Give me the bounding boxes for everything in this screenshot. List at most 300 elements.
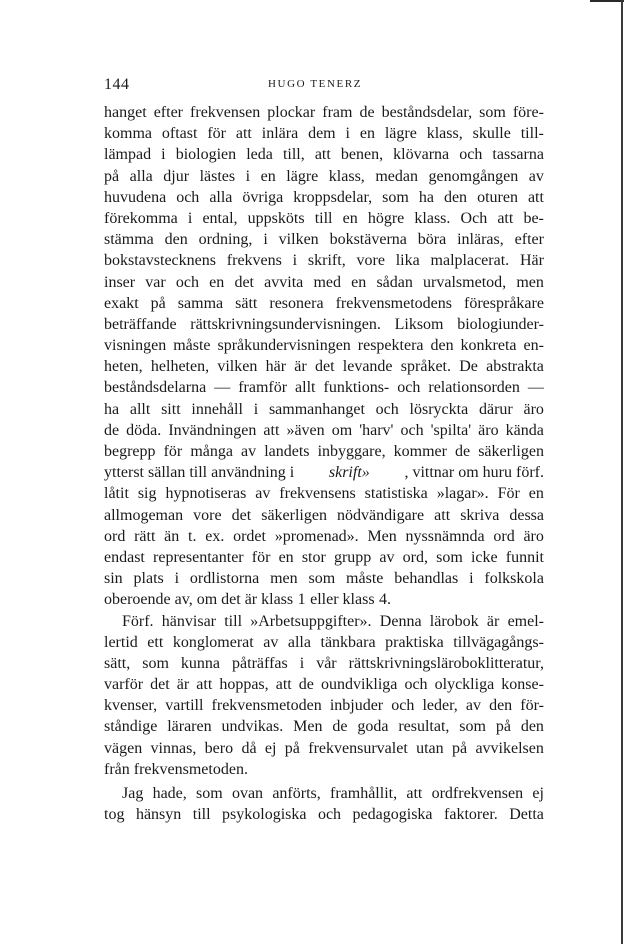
word: konglomerat [172,633,254,651]
word: Och [460,209,488,227]
word: med [313,273,341,291]
word: en [260,167,276,185]
word: de [359,104,375,121]
word: än [164,527,180,545]
word: Förf. [122,612,154,630]
word: här [265,358,287,376]
word: de [298,676,314,694]
word: att [314,146,331,164]
text-line [104,611,544,632]
word: nödvändigare [337,506,425,524]
word: ståndige [104,718,158,736]
word: klövarna [393,146,450,164]
word: lösryckta [409,400,469,418]
word: ord [493,527,515,545]
text-line [104,250,544,271]
text-line [104,441,544,462]
word: den [489,697,513,715]
word: en [528,485,544,503]
word: be- [523,209,544,227]
text-segment: eller klass [310,591,375,609]
word: och [397,379,421,397]
word: de [104,421,120,439]
word: som [436,548,463,566]
word: folkskola [484,570,544,588]
word: skulle [472,125,511,143]
word: olyckliga [434,676,495,694]
word: avvita [264,273,304,291]
word: klass, [328,167,365,185]
word: hypnotiseras [165,485,247,503]
word: faktorer. [444,806,498,824]
text-segment: , vittnar om huru förf. [404,464,544,482]
word: hanget [104,104,147,121]
word: av [241,443,257,460]
word: fram [322,104,353,121]
word: vinnas, [150,739,197,757]
word: statistiska [364,485,428,503]
word: i [345,125,350,143]
text-line [104,632,544,653]
word: böra [417,231,447,249]
word: ett [147,633,164,651]
word: på [284,739,300,757]
word: som [459,718,486,736]
word: ha [418,188,434,206]
word: högre [367,209,405,227]
word: resultat, [398,718,450,736]
word: och [459,146,483,164]
text-line [104,738,544,759]
text-line [104,568,544,589]
word: av [379,548,395,566]
word: i [245,167,251,185]
word: ej [264,739,277,757]
word: ej [532,785,544,802]
word: ental, [202,209,238,227]
word: relationsorden [428,379,520,397]
word: emel- [507,612,544,630]
word: i [292,252,298,270]
text-line [104,653,544,674]
word: tillvägagångs- [453,633,544,651]
word: sin [104,570,123,588]
word: leda [246,146,273,164]
word: en [278,548,294,566]
word: icke [470,548,498,566]
word: övriga [242,188,284,206]
text-line [104,144,544,165]
word: anförts, [272,785,321,802]
word: Denna [379,612,422,630]
word: skriva [460,506,500,524]
word: måste [173,337,211,355]
text-line [104,399,544,420]
text-line [104,674,544,695]
word: påträffas [232,654,288,672]
word: som [479,104,506,121]
word: äro [478,421,499,439]
word: malplacerat. [430,252,510,270]
word: hoppas, [219,676,269,694]
word: rättskrivningsundervisningen. [190,315,381,333]
word: sig [137,485,157,503]
word: att [406,785,423,802]
body-text [104,102,544,825]
word: ordlistorna [189,570,260,588]
word: Men [367,527,397,545]
word: till- [520,125,544,143]
word: tassarna [492,146,544,164]
word: För [497,485,520,503]
word: och [175,273,199,291]
word: och [400,421,424,439]
text-line [104,208,544,229]
word: helheten, [150,358,210,376]
word: i [299,654,305,672]
word: förekomma [104,209,178,227]
word: lästes [199,167,236,185]
word: att [434,506,451,524]
word: en [351,273,367,291]
word: lärobok [429,612,479,630]
word: »även [286,421,325,439]
word: att [263,421,280,439]
word: ovan [231,785,264,802]
word: nyssnämnda [405,527,485,545]
italic-word: skrift» [328,464,370,482]
word: urvalsmetod, [423,273,507,291]
word: ha [104,400,120,418]
word: i [161,146,166,164]
word: ordet [233,527,266,545]
word: måste [346,570,384,588]
word: att [235,125,252,143]
word: tog [104,806,125,824]
word: var [145,273,166,291]
word: behandlas [394,570,459,588]
word: alla [129,167,153,185]
word: medan [375,167,418,185]
word: men [516,273,544,291]
text-line [104,505,544,526]
text-line [104,187,544,208]
word: »promenad». [274,527,359,545]
word: till [314,209,333,227]
word: vår [316,654,337,672]
word: hade, [152,785,187,802]
word: varför [104,676,144,694]
word: lägre [286,167,319,185]
word: Invändningen [168,421,257,439]
word: efter [514,231,544,249]
text-line [104,547,544,568]
text-line [104,356,544,377]
text-line [104,229,544,250]
word: på [104,167,120,185]
word: vartill [165,697,204,715]
text-line [104,526,544,547]
word: frekvensmetodens [335,294,452,312]
word: t. [188,527,197,545]
word: lika [395,252,420,270]
word: säkerligen [261,506,327,524]
word: frekvensen [190,104,261,121]
word: låtit [104,485,129,503]
word: en [209,273,225,291]
word: inläras, [457,231,504,249]
word: ord, [402,548,428,566]
word: att [275,676,292,694]
word: sådan [376,273,413,291]
word: vilken [217,358,258,376]
word: det [234,273,254,291]
word: endast [104,548,145,566]
word: rätt [134,527,156,545]
word: respektera [357,337,424,355]
word: till [224,612,243,630]
text-line [104,420,544,441]
scan-edge-top [590,0,624,2]
word: alla [287,633,311,651]
word: plats [133,570,164,588]
word: sätt, [104,654,131,672]
word: en [342,209,358,227]
word: av [255,485,271,503]
word: hänvisar [161,612,216,630]
word: konse- [501,676,544,694]
word: lertid [104,633,138,651]
word: bero [204,739,234,757]
word: är [294,358,307,376]
word: De [459,358,478,376]
text-segment: 1 [297,591,306,609]
word: huvudena [104,188,167,206]
word: framför [238,379,288,397]
text-line [104,783,544,804]
word: kroppsdelar, [293,188,373,206]
word: stor [301,548,326,566]
word: framhållit, [330,785,398,802]
word: beträffande [104,315,177,333]
word: hänsyn [135,806,182,824]
word: grupp [333,548,372,566]
word: på [452,739,468,757]
word: det [231,506,252,524]
word: den [520,718,544,736]
word: sitt [161,400,181,418]
word: att [497,209,514,227]
word: och [404,676,428,694]
word: oundvikliga [320,676,398,694]
word: det [150,676,170,694]
word: till [192,806,211,824]
word: som [308,570,336,588]
word: i [253,400,259,418]
word: äro [523,527,544,545]
word: Jag [122,785,144,802]
word: och [176,188,200,206]
word: av [465,697,481,715]
word: att [527,188,544,206]
word: undvikas. [221,718,284,736]
word: den [443,188,468,206]
word: till, [282,146,305,164]
text-line [104,293,544,314]
text-line [104,377,544,398]
word: efter [153,104,183,121]
word: på [150,294,166,312]
word: allt [129,400,151,418]
word: på [495,718,511,736]
word: inlära [261,125,299,143]
word: en [359,125,375,143]
word: klass, [426,125,463,143]
word: kunna [180,654,221,672]
word: pedagogiska [352,806,433,824]
word: språkundervisningen [217,337,351,355]
word: Men [293,718,323,736]
word: i [174,570,180,588]
word: många [190,443,233,460]
word: är [176,676,190,694]
word: — [527,379,544,397]
word: av [263,633,279,651]
word: kända [505,421,544,439]
word: 'spilta' [430,421,472,439]
word: frekvensmetoden [211,697,322,715]
word: de [455,443,471,460]
word: psykologiska [222,806,307,824]
word: före- [512,104,544,121]
word: ordfrekvensen [431,785,524,802]
word: funktions- [323,379,390,397]
word: tänkbara [320,633,376,651]
word: beståndsdelarna [104,379,207,397]
word: uppsköts [247,209,305,227]
word: beståndsdelar, [381,104,473,121]
word: förespråkare [464,294,544,312]
word: funnit [505,548,544,566]
word: i [469,570,474,588]
word: »lagar». [436,485,489,503]
word: men [270,570,298,588]
word: komma [104,125,152,143]
word: lägre [384,125,417,143]
word: biologien [175,146,237,164]
word: språket. [400,358,451,376]
word: som [142,654,169,672]
text-segment: 4. [379,591,392,609]
text-segment: ytterst sällan till användning i [104,464,295,482]
word: därur [478,400,513,418]
word: klass. [414,209,451,227]
word: djur [163,167,190,185]
word: är [486,612,500,630]
word: den [430,337,454,355]
word: levande [342,358,393,376]
word: lämpad [104,146,152,164]
word: inser [104,273,136,291]
word: då [241,739,257,757]
word: allmogeman [104,506,184,524]
word: stämma [104,231,154,249]
word: ordning, [198,231,253,249]
word: 'harv' [359,421,394,439]
word: vore [356,252,385,270]
word: som [382,188,409,206]
word: läraren [167,718,212,736]
word: avvikelsen [475,739,544,757]
word: för- [520,697,544,715]
word: plockar [267,104,316,121]
word: i [187,209,193,227]
word: i [263,231,268,249]
page-number: 144 [104,76,130,93]
word: sammanhanget [268,400,365,418]
word: inbjuder [329,697,384,715]
text-line [104,272,544,293]
word: begrepp [104,443,156,460]
word: och [391,697,415,715]
word: vilken [278,231,319,249]
word: och [317,806,342,824]
text-line: från frekvensmetoden. [104,760,248,778]
word: ord [104,527,126,545]
word: sätt [235,294,258,312]
text-segment: oberoende av, om det är klass [104,591,294,609]
word: alla [209,188,233,206]
word: ex. [205,527,225,545]
word: biologiunder- [457,315,544,333]
text-line [104,483,544,504]
word: landets [264,443,310,460]
word: frekvensurvalet [308,739,408,757]
word: om [331,421,353,439]
word: och [375,400,399,418]
word: äro [523,400,544,418]
word: visningen [104,337,167,355]
word: inbyggare, [317,443,386,460]
word: säkerligen [478,443,544,460]
word: vore [193,506,222,524]
word: goda [357,718,389,736]
word: praktiska [385,633,444,651]
text-line [104,695,544,716]
word: vägen [104,739,143,757]
word: bokstäverna [329,231,407,249]
word: dessa [509,506,544,524]
word: leder, [422,697,458,715]
word: det [314,358,335,376]
word: innehåll [191,400,243,418]
word: frekvens [226,252,282,270]
word: en- [523,337,544,355]
word: representanter [153,548,244,566]
word: för [163,443,183,460]
word: som [196,785,223,802]
word: döda. [126,421,162,439]
word: bokstavstecknens [104,252,216,270]
word: heten, [104,358,143,376]
text-line [104,462,544,483]
text-line [104,804,544,825]
word: oturen [477,188,518,206]
word: Liksom [394,315,444,333]
word: kommer [393,443,447,460]
word: de [332,718,348,736]
text-line [104,123,544,144]
